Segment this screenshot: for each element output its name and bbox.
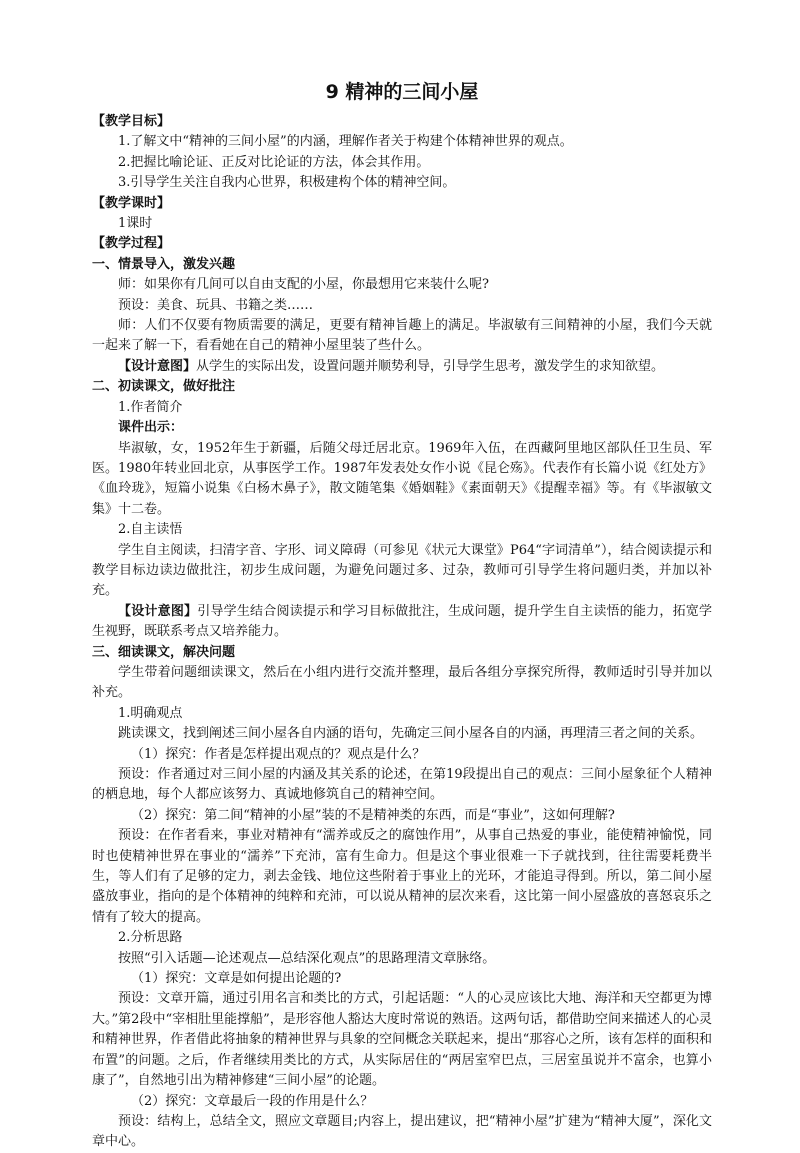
paragraph-text: 一、情景导入，激发兴趣 <box>92 256 236 272</box>
paragraph-text: 二、初读课文，做好批注 <box>92 379 236 395</box>
design-intent-label: 【设计意图】 <box>118 358 197 374</box>
body-paragraph <box>92 520 712 540</box>
paragraph-text: （2）探究：第二间“精神的小屋”装的不是精神类的东西，而是“事业”，这如何理解? <box>131 807 615 823</box>
section-heading <box>92 194 712 214</box>
paragraph-text: 预设：美食、玩具、书籍之类…… <box>118 297 314 313</box>
body-paragraph <box>92 1092 712 1112</box>
section-heading <box>92 112 712 132</box>
body-paragraph <box>92 398 712 418</box>
paragraph-text: 引导学生结合阅读提示和学习目标做批注，生成问题，提升学生自主读悟的能力，拓宽学生视野，既联系考点又培养能力。 <box>92 603 712 640</box>
paragraph-text: 1.了解文中“精神的三间小屋”的内涵，理解作者关于构建个体精神世界的观点。 <box>118 134 573 150</box>
document-page <box>92 78 712 1153</box>
body-paragraph <box>92 316 712 357</box>
paragraph-text: 毕淑敏，女，1952年生于新疆，后随父母迁居北京。1969年入伍，在西藏阿里地区部队任卫生员、军医。1980年转业回北京，从事医学工作。1987年发表处女作小说《昆仑殇》。代表作有长篇小说《红处方》《血玲珑》，短篇小说集《白杨木鼻子》，散文随笔集《婚姻鞋》《素面朝天》《提醒幸福》等。有《毕淑敏文集》十二卷。 <box>92 440 712 517</box>
paragraph-text: 2.分析思路 <box>118 930 183 946</box>
page-title: 9 精神的三间小屋 <box>325 81 479 103</box>
paragraph-text: （1）探究：作者是怎样提出观点的？观点是什么？ <box>131 746 426 762</box>
body-paragraph <box>92 153 712 173</box>
body-paragraph <box>92 275 712 295</box>
paragraph-text: 三、细读课文，解决问题 <box>92 644 236 660</box>
body-paragraph <box>92 704 712 724</box>
paragraph-text: 学生自主阅读，扫清字音、字形、词义障碍（可参见《状元大课堂》P64“字词清单”），结合阅读提示和教学目标边读边做批注，初步生成问题，为避免问题过多、过杂，教师可引导学生将问题归类，并加以补充。 <box>92 542 712 599</box>
section-heading <box>92 234 712 254</box>
paragraph-text: 预设：在作者看来，事业对精神有“濡养或反之的腐蚀作用”，从事自己热爱的事业，能使精神愉悦，同时也使精神世界在事业的“濡养”下充沛，富有生命力。但是这个事业很难一下子就找到，往往需要耗费半生，等人们有了足够的定力，剥去金钱、地位这些附着于事业上的光环，才能追寻得到。所以，第二间小屋盛放事业，指向的是个体精神的纯粹和充沛，可以说从精神的层次来看，这比第一间小屋盛放的喜怒哀乐之情有了较大的提高。 <box>92 828 712 925</box>
body-paragraph <box>92 1112 712 1153</box>
paragraph-text: 1.作者简介 <box>118 399 183 415</box>
body-paragraph <box>92 296 712 316</box>
paragraph-text: 跳读课文，找到阐述三间小屋各自内涵的语句，先确定三间小屋各自的内涵，再理清三者之间的关系。 <box>118 726 704 742</box>
design-intent-paragraph <box>92 602 712 643</box>
body-paragraph <box>92 969 712 989</box>
body-paragraph <box>92 132 712 152</box>
paragraph-text: 从学生的实际出发，设置问题并顺势利导，引导学生思考，激发学生的求知欲望。 <box>196 358 665 374</box>
paragraph-text: 预设：作者通过对三间小屋的内涵及其关系的论述，在第19段提出自己的观点：三间小屋象征个人精神的栖息地，每个人都应该努力、真诚地修筑自己的精神空间。 <box>92 767 712 803</box>
body-paragraph <box>92 439 712 521</box>
paragraph-text: 1课时 <box>118 216 153 232</box>
design-intent-label: 【设计意图】 <box>118 603 198 619</box>
paragraph-text: 【教学课时】 <box>92 195 171 211</box>
paragraph-text: 师：如果你有几间可以自由支配的小屋，你最想用它来装什么呢? <box>118 277 489 293</box>
body-paragraph <box>92 745 712 765</box>
section-heading <box>92 643 712 663</box>
paragraph-text: 3.引导学生关注自我内心世界，积极建构个体的精神空间。 <box>118 175 456 191</box>
paragraph-text: （2）探究：文章最后一段的作用是什么？ <box>131 1093 374 1109</box>
paragraph-text: 1.明确观点 <box>118 705 183 721</box>
paragraph-text: （1）探究：文章是如何提出论题的? <box>131 971 342 987</box>
body-paragraph <box>92 214 712 234</box>
design-intent-paragraph <box>92 357 712 377</box>
body-paragraph <box>92 541 712 602</box>
paragraph-text: 2.把握比喻论证、正反对比论证的方法，体会其作用。 <box>118 154 430 170</box>
paragraph-text: 2.自主读悟 <box>118 522 183 538</box>
paragraph-text: 按照“引入话题—论述观点—总结深化观点”的思路理清文章脉络。 <box>118 950 496 966</box>
body-paragraph <box>92 663 712 704</box>
body-paragraph <box>92 418 712 438</box>
body-paragraph <box>92 724 712 744</box>
paragraph-text: 预设：结构上，总结全文，照应文章题目;内容上，提出建议，把“精神小屋”扩建为“精神大厦”，深化文章中心。 <box>92 1113 712 1150</box>
body-paragraph <box>92 928 712 948</box>
section-heading <box>92 255 712 275</box>
paragraph-text: 课件出示： <box>118 420 184 436</box>
paragraph-text: 【教学过程】 <box>92 236 171 252</box>
body-paragraph <box>92 989 712 1091</box>
paragraph-text: 预设：文章开篇，通过引用名言和类比的方式，引起话题：“人的心灵应该比大地、海洋和天空都更为博大。”第2段中“宰相肚里能撑船”，是形容他人豁达大度时常说的熟语。这两句话，都借助空间来描述人的心灵和精神世界，作者借此将抽象的精神世界与具象的空间概念关联起来，提出“那容心之所，该有怎样的面积和布置”的问题。之后，作者继续用类比的方式，从实际居住的“两居室窄巴点，三居室虽说并不富余，也算小康了”，自然地引出为精神修建“三间小屋”的论题。 <box>92 991 712 1089</box>
body-paragraph <box>92 765 712 806</box>
paragraph-text: 【教学目标】 <box>92 114 171 129</box>
body-paragraph <box>92 826 712 928</box>
paragraph-text: 师：人们不仅要有物质需要的满足，更要有精神旨趣上的满足。毕淑敏有三间精神的小屋，我们今天就一起来了解一下，看看她在自己的精神小屋里装了些什么。 <box>92 318 712 354</box>
body-paragraph <box>92 949 712 969</box>
document-body <box>92 112 712 1153</box>
paragraph-text: 学生带着问题细读课文，然后在小组内进行交流并整理，最后各组分享探究所得，教师适时引导并加以补充。 <box>92 664 712 701</box>
body-paragraph <box>92 173 712 193</box>
body-paragraph <box>92 806 712 826</box>
section-heading <box>92 377 712 397</box>
